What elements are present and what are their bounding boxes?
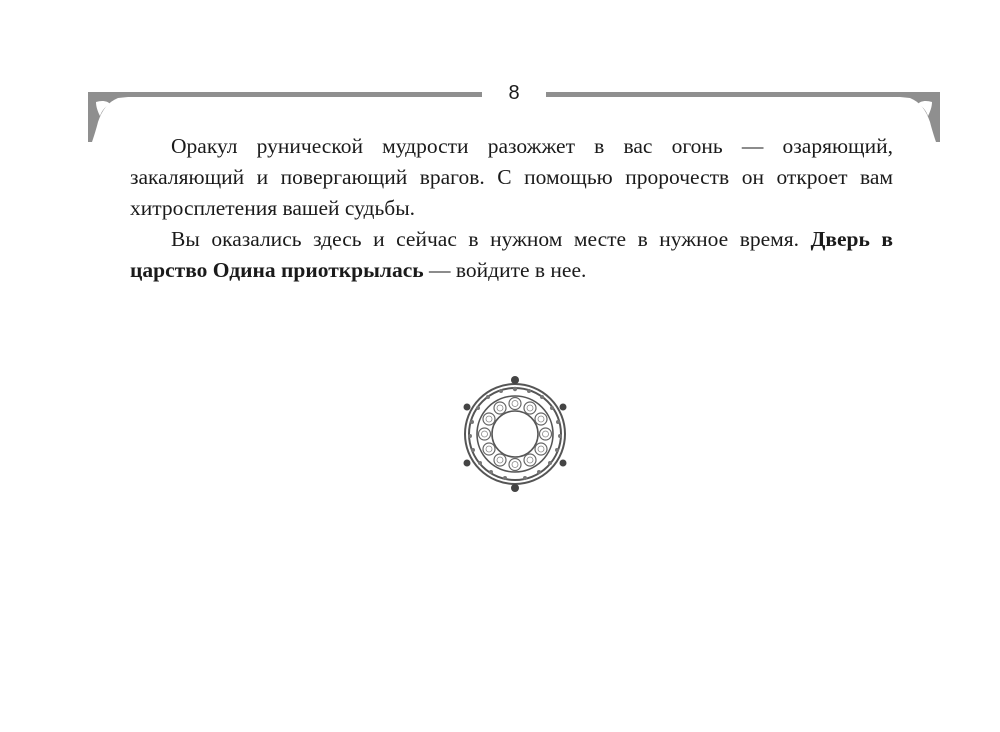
ornamental-corner-right-icon [890, 92, 940, 142]
paragraph-2-text-after: — войдите в нее. [423, 258, 587, 282]
paragraph-1 [130, 131, 893, 224]
page-number: 8 [508, 82, 520, 104]
celtic-knot-ring-emblem-icon [459, 375, 571, 493]
paragraph-2 [130, 224, 893, 286]
paragraph-1-text: Оракул рунической мудрости разожжет в вас огонь — озаряющий, закаляющий и повергающий врагов. С помощью пророчеств он откроет вам хитросплетения вашей судьбы. [130, 134, 893, 220]
header-rule-left [88, 92, 482, 97]
body-text [130, 131, 893, 286]
paragraph-2-text-before: Вы оказались здесь и сейчас в нужном месте в нужное время. [171, 227, 811, 251]
paragraph-2-bold-text: Дверь в царство Одина приоткрылась [130, 227, 893, 282]
header-rule-right [546, 92, 940, 97]
